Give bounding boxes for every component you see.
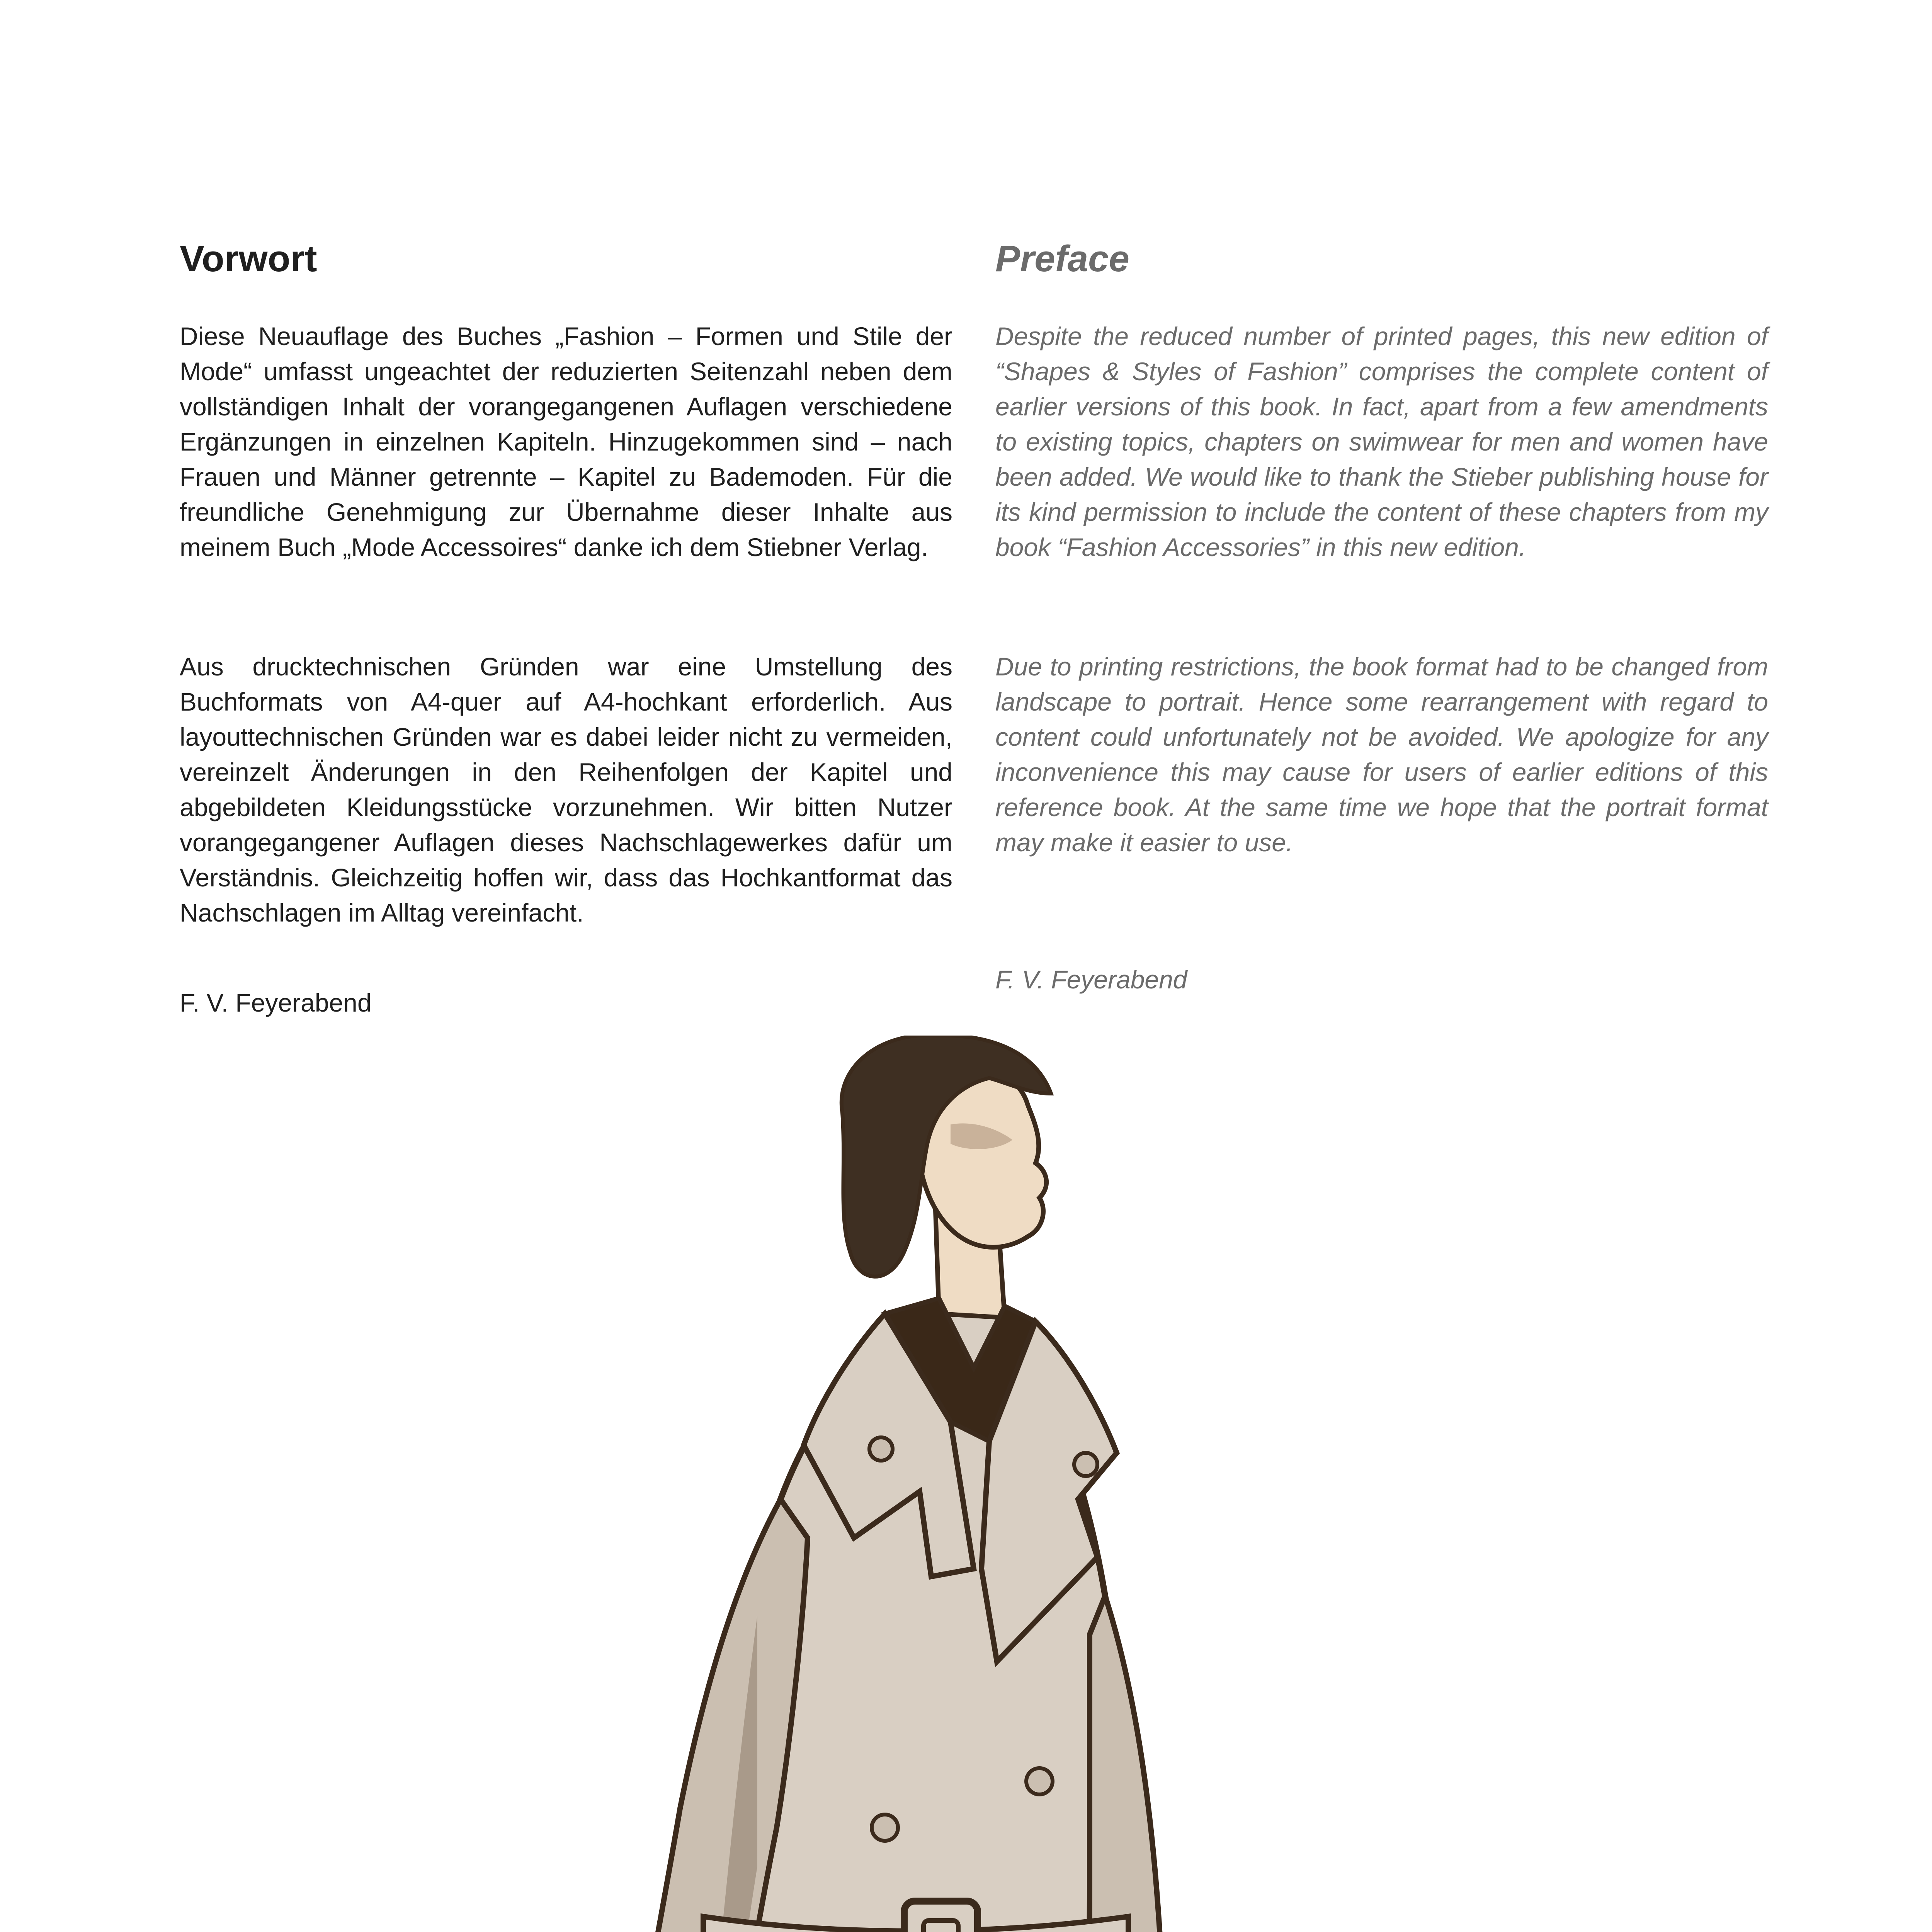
german-paragraph-2: Aus drucktechnischen Gründen war eine Umstellung des Buchformats von A4-quer auf A4-hochkant erforderlich. Aus layouttechnischen Gründen war es dabei leider nicht zu vermeiden, vereinzelt Änderungen in den Reihenfolgen der Kapitel und abgebildeten Kleidungsstücke vorzunehmen. Wir bitten Nutzer vorangegangener Auflagen dieses Nachschlagewerkes dafür um Verständnis. Gleichzeitig hoffen wir, dass das Hochkantformat das Nachschlagen im Alltag vereinfacht. <box>180 652 952 927</box>
trench-coat-figure-icon <box>371 1036 1801 1932</box>
coat-button <box>872 1815 898 1841</box>
coat-button <box>869 1437 893 1461</box>
english-signature: F. V. Feyerabend <box>995 965 1187 994</box>
coat-button <box>1026 1768 1053 1794</box>
english-heading: Preface <box>995 238 1129 279</box>
belt-buckle <box>904 1901 978 1932</box>
coat-sleeve-right <box>1088 1596 1167 1932</box>
english-paragraph-1: Despite the reduced number of printed pages, this new edition of “Shapes & Styles of Fashion” comprises the complete content of earlier versions of this book. In fact, apart from a few amendments to existing topics, chapters on swimwear for men and women have been added. We would like to thank the Stieber publishing house for its kind permission to include the content of these chapters from my book “Fashion Accessories” in this new edition. <box>995 322 1768 561</box>
german-paragraph-1: Diese Neuauflage des Buches „Fashion – Formen und Stile der Mode“ umfasst ungeachtet der reduzierten Seitenzahl neben dem vollständigen Inhalt der vorangegangenen Auflagen verschiedene Ergänzungen in einzelnen Kapiteln. Hinzugekommen sind – nach Frauen und Männer getrennte – Kapitel zu Bademoden. Für die freundliche Genehmigung zur Übernahme dieser Inhalte aus meinem Buch „Mode Accessoires“ danke ich dem Stiebner Verlag. <box>180 322 952 561</box>
german-heading: Vorwort <box>180 238 317 279</box>
coat-button <box>1074 1453 1097 1476</box>
german-signature: F. V. Feyerabend <box>180 988 372 1017</box>
english-paragraph-2: Due to printing restrictions, the book format had to be changed from landscape to portrait. Hence some rearrangement with regard to content could unfortunately not be avoided. We apologize for any inconvenience this may cause for users of earlier editions of this reference book. At the same time we hope that the portrait format may make it easier to use. <box>995 652 1768 857</box>
